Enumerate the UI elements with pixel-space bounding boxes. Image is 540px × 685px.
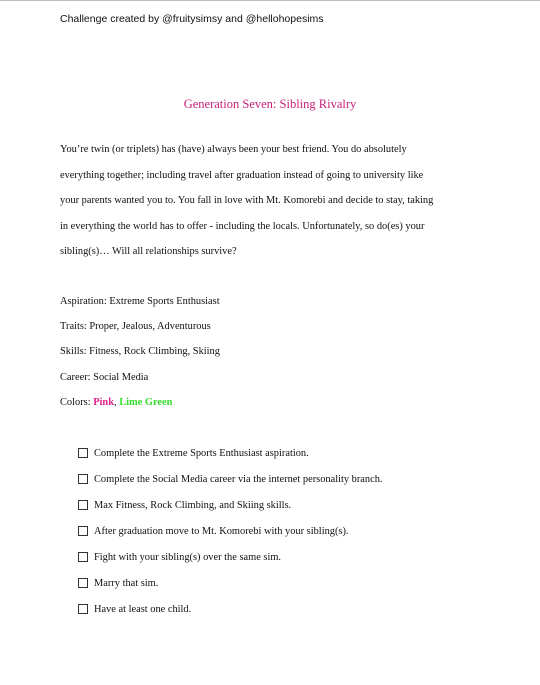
- checklist-item: [78, 518, 383, 544]
- checkbox[interactable]: [78, 552, 88, 562]
- colors-separator: ,: [114, 396, 120, 408]
- color-pink-label: Pink: [93, 396, 114, 408]
- checklist-item: [78, 596, 383, 622]
- checkbox[interactable]: [78, 604, 88, 614]
- aspiration-line: Aspiration: Extreme Sports Enthusiast: [60, 296, 220, 307]
- checklist-item: [78, 544, 383, 570]
- checklist-item-label: After graduation move to Mt. Komorebi with your sibling(s).: [94, 525, 349, 537]
- intro-line: You’re twin (or triplets) has (have) always been your best friend. You do absolutely: [60, 144, 407, 155]
- intro-line: your parents wanted you to. You fall in love with Mt. Komorebi and decide to stay, taking: [60, 195, 434, 206]
- checklist-item-label: Marry that sim.: [94, 577, 159, 589]
- color-lime-label: Lime Green: [119, 396, 173, 408]
- checkbox[interactable]: [78, 526, 88, 536]
- checklist-item: [78, 440, 383, 466]
- checklist-item-label: Complete the Social Media career via the internet personality branch.: [94, 473, 383, 485]
- intro-line: sibling(s)… Will all relationships survive?: [60, 246, 237, 257]
- checkbox[interactable]: [78, 500, 88, 510]
- traits-line: Traits: Proper, Jealous, Adventurous: [60, 321, 211, 333]
- checkbox[interactable]: [78, 474, 88, 484]
- top-rule: [0, 0, 540, 1]
- intro-line: in everything the world has to offer - including the locals. Unfortunately, so do(es) your: [60, 220, 425, 232]
- checklist-item: [78, 570, 383, 596]
- checkbox[interactable]: [78, 448, 88, 458]
- career-line: Career: Social Media: [60, 371, 149, 383]
- generation-title: Generation Seven: Sibling Rivalry: [183, 97, 357, 111]
- challenge-credit: Challenge created by @fruitysimsy and @hellohopesims: [60, 13, 324, 25]
- checklist-item: [78, 492, 383, 518]
- intro-line: everything together; including travel after graduation instead of going to university like: [60, 169, 424, 181]
- checklist-item: [78, 466, 383, 492]
- skills-line: Skills: Fitness, Rock Climbing, Skiing: [60, 346, 220, 358]
- checklist-item-label: Complete the Extreme Sports Enthusiast aspiration.: [94, 447, 309, 459]
- checklist-item-label: Have at least one child.: [94, 603, 192, 615]
- colors-label: Colors:: [60, 396, 94, 408]
- checklist-item-label: Max Fitness, Rock Climbing, and Skiing skills.: [94, 499, 292, 511]
- checklist-item-label: Fight with your sibling(s) over the same sim.: [94, 551, 282, 563]
- checkbox[interactable]: [78, 578, 88, 588]
- colors-line: [60, 390, 220, 415]
- goals-checklist: [78, 440, 383, 622]
- intro-paragraph: [60, 137, 490, 265]
- details-block: [60, 289, 220, 415]
